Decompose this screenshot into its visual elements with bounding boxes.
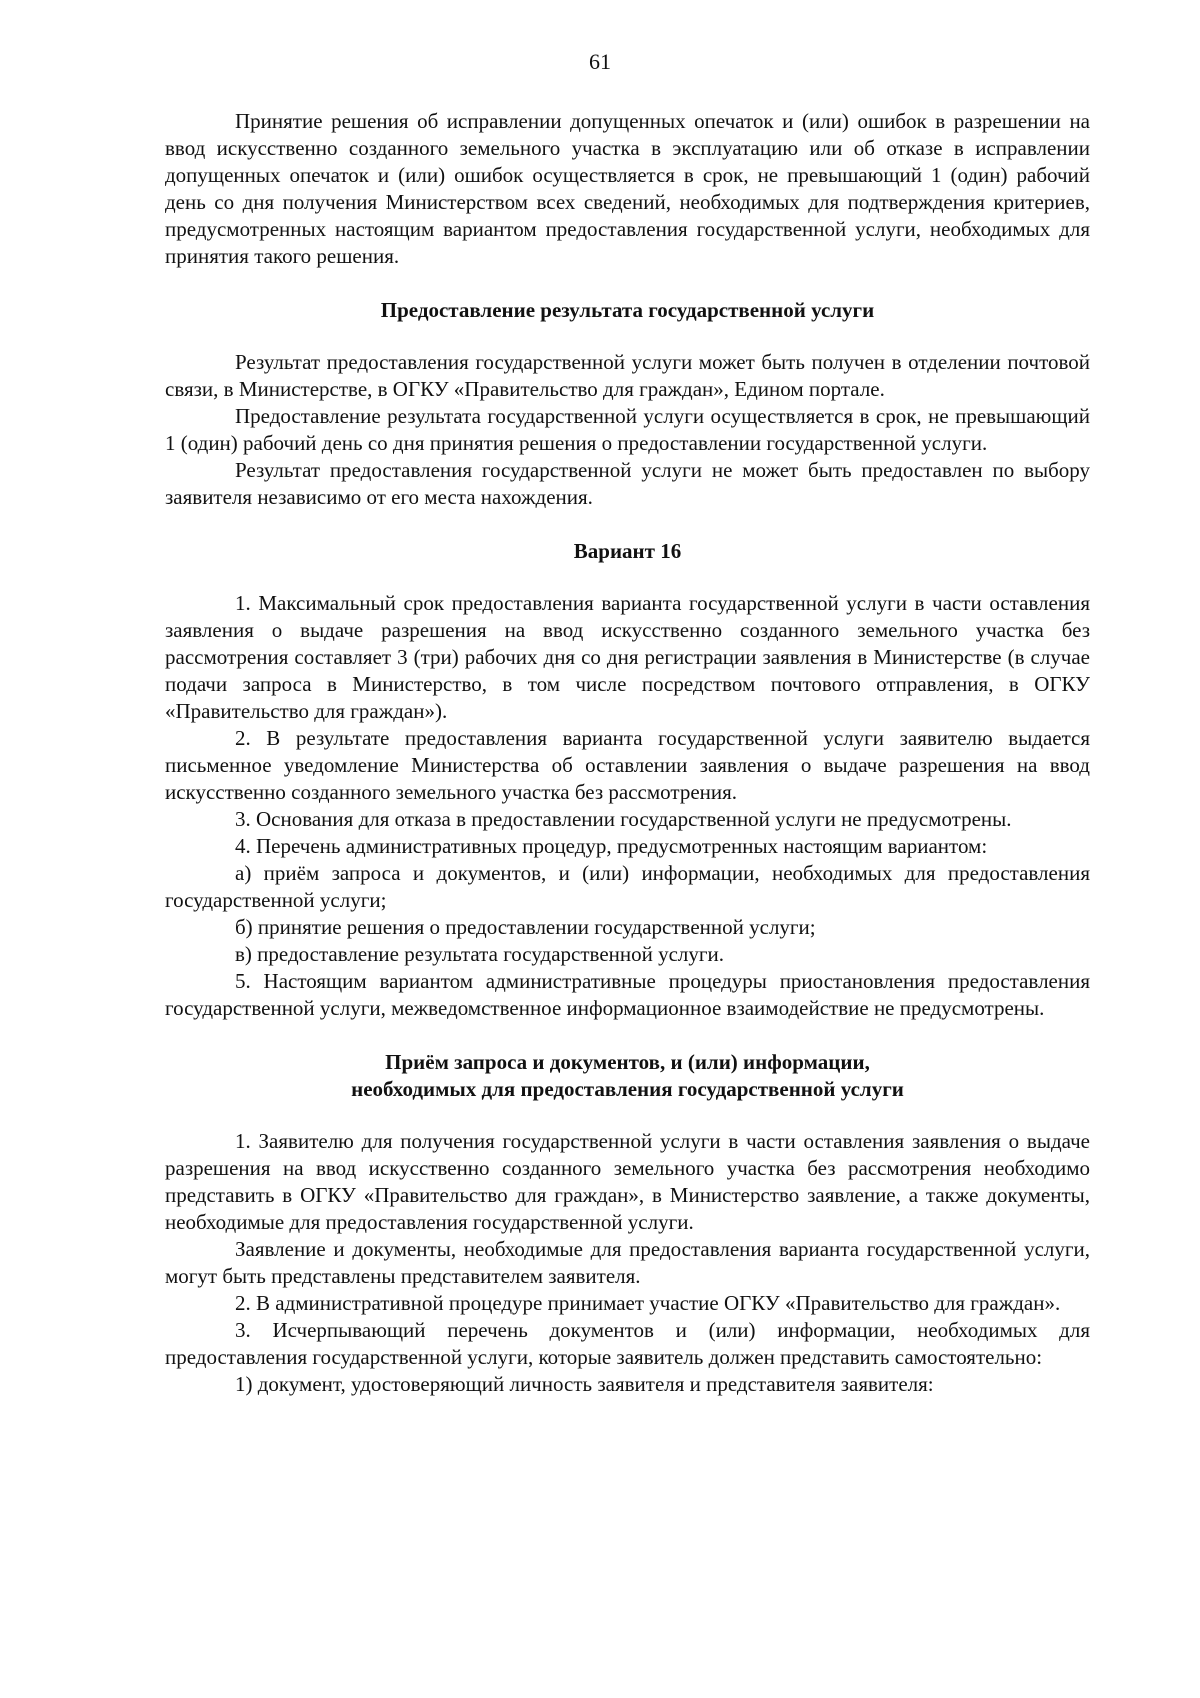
paragraph: Результат предоставления государственной услуги может быть получен в отделении почтовой связи, в Министерстве, в ОГКУ «Правительство для граждан», Едином портале. <box>165 350 1090 401</box>
paragraph: в) предоставление результата государственной услуги. <box>235 942 725 966</box>
paragraph: 3. Исчерпывающий перечень документов и (или) информации, необходимых для предоставления государственной услуги, которые заявитель должен представить самостоятельно: <box>165 1318 1090 1369</box>
paragraph: 2. В результате предоставления варианта государственной услуги заявителю выдается письменное уведомление Министерства об оставлении заявления о выдаче разрешения на ввод искусственно созданного земельного участка без рассмотрения. <box>165 726 1090 804</box>
paragraph: а) приём запроса и документов, и (или) информации, необходимых для предоставления государственной услуги; <box>165 861 1090 912</box>
document-body <box>165 108 1090 1398</box>
paragraph: 2. В административной процедуре принимает участие ОГКУ «Правительство для граждан». <box>235 1291 1061 1315</box>
paragraph: Предоставление результата государственной услуги осуществляется в срок, не превышающий 1 (один) рабочий день со дня принятия решения о предоставлении государственной услуги. <box>165 404 1090 455</box>
paragraph: 4. Перечень административных процедур, предусмотренных настоящим вариантом: <box>235 834 988 858</box>
paragraph: Принятие решения об исправлении допущенных опечаток и (или) ошибок в разрешении на ввод искусственно созданного земельного участка в эксплуатацию или об отказе в исправлении допущенных опечаток и (или) ошибок осуществляется в срок, не превышающий 1 (один) рабочий день со дня получения Министерством всех сведений, необходимых для подтверждения критериев, предусмотренных настоящим вариантом предоставления государственной услуги, необходимых для принятия такого решения. <box>165 109 1090 268</box>
paragraph: Результат предоставления государственной услуги не может быть предоставлен по выбору заявителя независимо от его места нахождения. <box>165 458 1090 509</box>
paragraph: 3. Основания для отказа в предоставлении государственной услуги не предусмотрены. <box>235 807 1012 831</box>
paragraph: 1) документ, удостоверяющий личность заявителя и представителя заявителя: <box>235 1372 934 1396</box>
paragraph: 1. Заявителю для получения государственной услуги в части оставления заявления о выдаче разрешения на ввод искусственно созданного земельного участка без рассмотрения необходимо представить в ОГКУ «Правительство для граждан», в Министерство заявление, а также документы, необходимые для предоставления государственной услуги. <box>165 1129 1090 1234</box>
section-heading: Приём запроса и документов, и (или) информации, необходимых для предоставления государственной услуги <box>351 1050 904 1101</box>
paragraph: 1. Максимальный срок предоставления варианта государственной услуги в части оставления заявления о выдаче разрешения на ввод искусственно созданного земельного участка без рассмотрения составляет 3 (три) рабочих дня со дня регистрации заявления в Министерстве (в случае подачи запроса в Министерство, в том числе посредством почтового отправления, в ОГКУ «Правительство для граждан»). <box>165 591 1090 723</box>
paragraph: б) принятие решения о предоставлении государственной услуги; <box>235 915 816 939</box>
section-heading: Предоставление результата государственной услуги <box>380 298 875 322</box>
paragraph: Заявление и документы, необходимые для предоставления варианта государственной услуги, могут быть представлены представителем заявителя. <box>165 1237 1090 1288</box>
page-number: 61 <box>589 49 611 74</box>
paragraph: 5. Настоящим вариантом административные процедуры приостановления предоставления государственной услуги, межведомственное информационное взаимодействие не предусмотрены. <box>165 969 1090 1020</box>
section-heading: Вариант 16 <box>573 539 682 563</box>
